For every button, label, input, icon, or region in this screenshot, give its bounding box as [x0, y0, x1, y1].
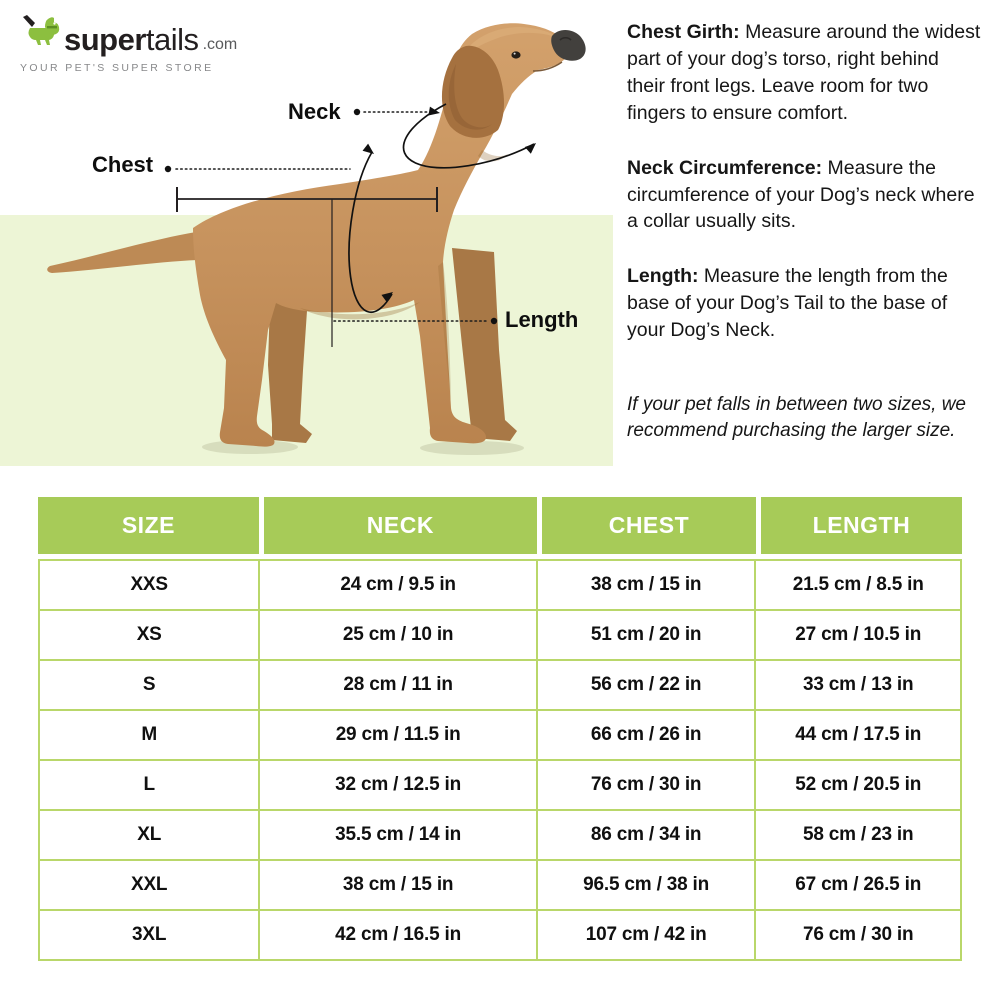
table-row: [39, 610, 961, 660]
table-row: [39, 810, 961, 860]
cell-length: 58 cm / 23 in: [755, 810, 961, 860]
cell-length: 21.5 cm / 8.5 in: [755, 560, 961, 610]
cell-neck: 25 cm / 10 in: [259, 610, 537, 660]
col-header-size: SIZE: [121, 512, 175, 538]
neck-label: Neck: [288, 99, 341, 124]
table-row: [39, 560, 961, 610]
cell-chest: 56 cm / 22 in: [537, 660, 756, 710]
logo-tagline: YOUR PET'S SUPER STORE: [20, 62, 214, 74]
cell-chest: 38 cm / 15 in: [537, 560, 756, 610]
cell-chest: 76 cm / 30 in: [537, 760, 756, 810]
length-label: Length: [505, 307, 579, 332]
chest-girth-title: Chest Girth:: [627, 21, 740, 43]
table-row: [39, 860, 961, 910]
cell-length: 27 cm / 10.5 in: [755, 610, 961, 660]
neck-circumference-instruction: [627, 155, 981, 236]
table-row: [39, 660, 961, 710]
size-chart-body: [38, 559, 962, 961]
cell-length: 44 cm / 17.5 in: [755, 710, 961, 760]
cell-length: 76 cm / 30 in: [755, 910, 961, 960]
cell-chest: 107 cm / 42 in: [537, 910, 756, 960]
table-row: [39, 710, 961, 760]
col-header-chest: CHEST: [537, 497, 756, 554]
cell-chest: 51 cm / 20 in: [537, 610, 756, 660]
size-chart-header-row: [38, 497, 962, 554]
measuring-instructions: [627, 19, 981, 473]
size-chart-table: [38, 497, 962, 961]
cell-chest: 86 cm / 34 in: [537, 810, 756, 860]
cell-neck: 42 cm / 16.5 in: [259, 910, 537, 960]
cell-size: XS: [39, 610, 259, 660]
cell-size: XXL: [39, 860, 259, 910]
col-header-neck: NECK: [259, 497, 537, 554]
chest-girth-body: Measure around the widest part of your dog’s torso, right behind their front legs. Leave room for two fingers to ensure comfort.: [627, 21, 981, 124]
cell-length: 52 cm / 20.5 in: [755, 760, 961, 810]
cell-size: 3XL: [39, 910, 259, 960]
neck-girth-arc: [404, 104, 534, 168]
col-header-length: LENGTH: [756, 497, 962, 554]
cell-neck: 29 cm / 11.5 in: [259, 710, 537, 760]
neck-circumference-body: Measure the circumference of your Dog’s neck where a collar usually sits.: [627, 156, 975, 233]
brand-wordmark: supertails: [64, 22, 199, 57]
length-body: Measure the length from the base of your Dog’s Tail to the base of your Dog’s Neck.: [627, 265, 948, 342]
chest-label: Chest: [92, 152, 154, 177]
table-row: [39, 910, 961, 960]
cell-neck: 32 cm / 12.5 in: [259, 760, 537, 810]
cell-neck: 35.5 cm / 14 in: [259, 810, 537, 860]
cell-size: S: [39, 660, 259, 710]
cell-length: 67 cm / 26.5 in: [755, 860, 961, 910]
cell-size: L: [39, 760, 259, 810]
cell-size: XXS: [39, 560, 259, 610]
cell-size: M: [39, 710, 259, 760]
sizing-note: If your pet falls in between two sizes, we recommend purchasing the larger size.: [627, 394, 966, 442]
length-instruction: [627, 263, 981, 344]
cell-neck: 38 cm / 15 in: [259, 860, 537, 910]
chest-girth-arc: [349, 152, 392, 312]
table-row: [39, 760, 961, 810]
neck-circumference-title: Neck Circumference:: [627, 156, 823, 179]
cell-length: 33 cm / 13 in: [755, 660, 961, 710]
measurement-annotations: [0, 0, 620, 470]
cell-chest: 66 cm / 26 in: [537, 710, 756, 760]
cell-neck: 28 cm / 11 in: [259, 660, 537, 710]
cell-neck: 24 cm / 9.5 in: [259, 560, 537, 610]
cell-size: XL: [39, 810, 259, 860]
brand-tld: .com: [202, 36, 238, 53]
cell-chest: 96.5 cm / 38 in: [537, 860, 756, 910]
length-title: Length:: [627, 265, 699, 288]
chest-girth-instruction: [627, 19, 981, 127]
